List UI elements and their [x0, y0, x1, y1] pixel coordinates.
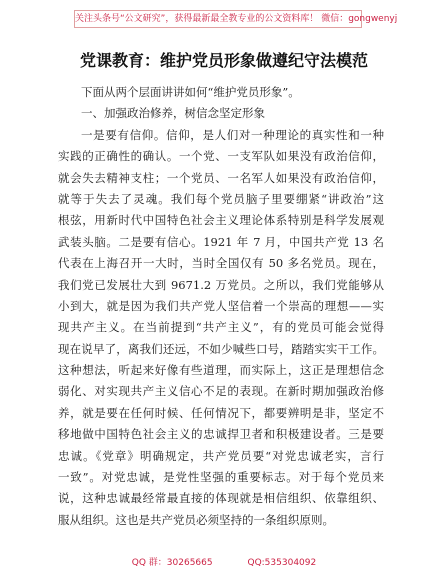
- document-body: [58, 82, 384, 531]
- footer-contact: [0, 555, 448, 568]
- header-banner: 关注头条号“公文研究”，获得最新最全教专业的公文资料库！ 微信：gongwenyj: [74, 10, 362, 28]
- body-text-line: 一、加强政治修养，树信念坚定形象: [81, 106, 265, 121]
- qq-group-text: QQ 群：30265665: [131, 558, 213, 568]
- body-text-line: 现在说早了，离我们还远，不如少喊些口号，踏踏实实干工作。: [58, 341, 384, 356]
- body-text-line: 忠诚。《党章》明确规定，共产党员要“对党忠诚老实，言行: [58, 448, 384, 463]
- body-text-line: 移地做中国特色社会主义的忠诚捍卫者和积极建设者。三是要: [58, 427, 384, 442]
- body-text-line: 我们党已发展壮大到 9671.2 万党员。之所以，我们党能够从: [58, 277, 384, 292]
- body-text-line: 下面从两个层面讲讲如何“维护党员形象”。: [81, 85, 300, 99]
- body-text-line: 一致”。对党忠诚，是党性坚强的重要标志。对于每个党员来: [58, 470, 384, 485]
- body-text-line: 服从组织。这也是共产党员必须坚持的一条组织原则。: [58, 512, 334, 527]
- body-text-line: 现共产主义。在当前提到“共产主义”，有的党员可能会觉得: [58, 320, 384, 335]
- body-text-line: 说，这种忠诚最经常最直接的体现就是相信组织、依靠组织、: [58, 491, 384, 506]
- body-text-line: 这种想法，听起来好像有些道理，而实际上，这正是理想信念: [58, 363, 384, 378]
- body-text-line: 弱化、对实现共产主义信心不足的表现。在新时期加强政治修: [58, 384, 384, 399]
- body-text-line: 实践的正确性的确认。一个党、一支军队如果没有政治信仰，: [58, 149, 384, 164]
- body-text-line: 代表在上海召开一大时，当时全国仅有 50 多名党员。现在，: [58, 256, 384, 271]
- body-text-line: 武装头脑。二是要有信心。1921 年 7 月，中国共产党 13 名: [58, 234, 384, 249]
- body-text-line: 就等于失去了灵魂。我们每个党员脑子里要绷紧“讲政治”这: [58, 191, 384, 206]
- qq-text: QQ:535304092: [247, 558, 317, 568]
- body-text-line: 养，就是要在任何时候、任何情况下，都要辨明是非，坚定不: [58, 405, 384, 420]
- body-text-line: 就会失去精神支柱；一个党员、一名军人如果没有政治信仰，: [58, 170, 384, 185]
- body-text-line: 小到大，就是因为我们共产党人坚信着一个崇高的理想——实: [58, 298, 384, 313]
- document-title: 党课教育：维护党员形象做遵纪守法模范: [79, 51, 368, 70]
- body-text-line: 一是要有信仰。信仰，是人们对一种理论的真实性和一种: [81, 127, 384, 142]
- body-text-line: 根弦，用新时代中国特色社会主义理论体系特别是科学发展观: [58, 213, 384, 228]
